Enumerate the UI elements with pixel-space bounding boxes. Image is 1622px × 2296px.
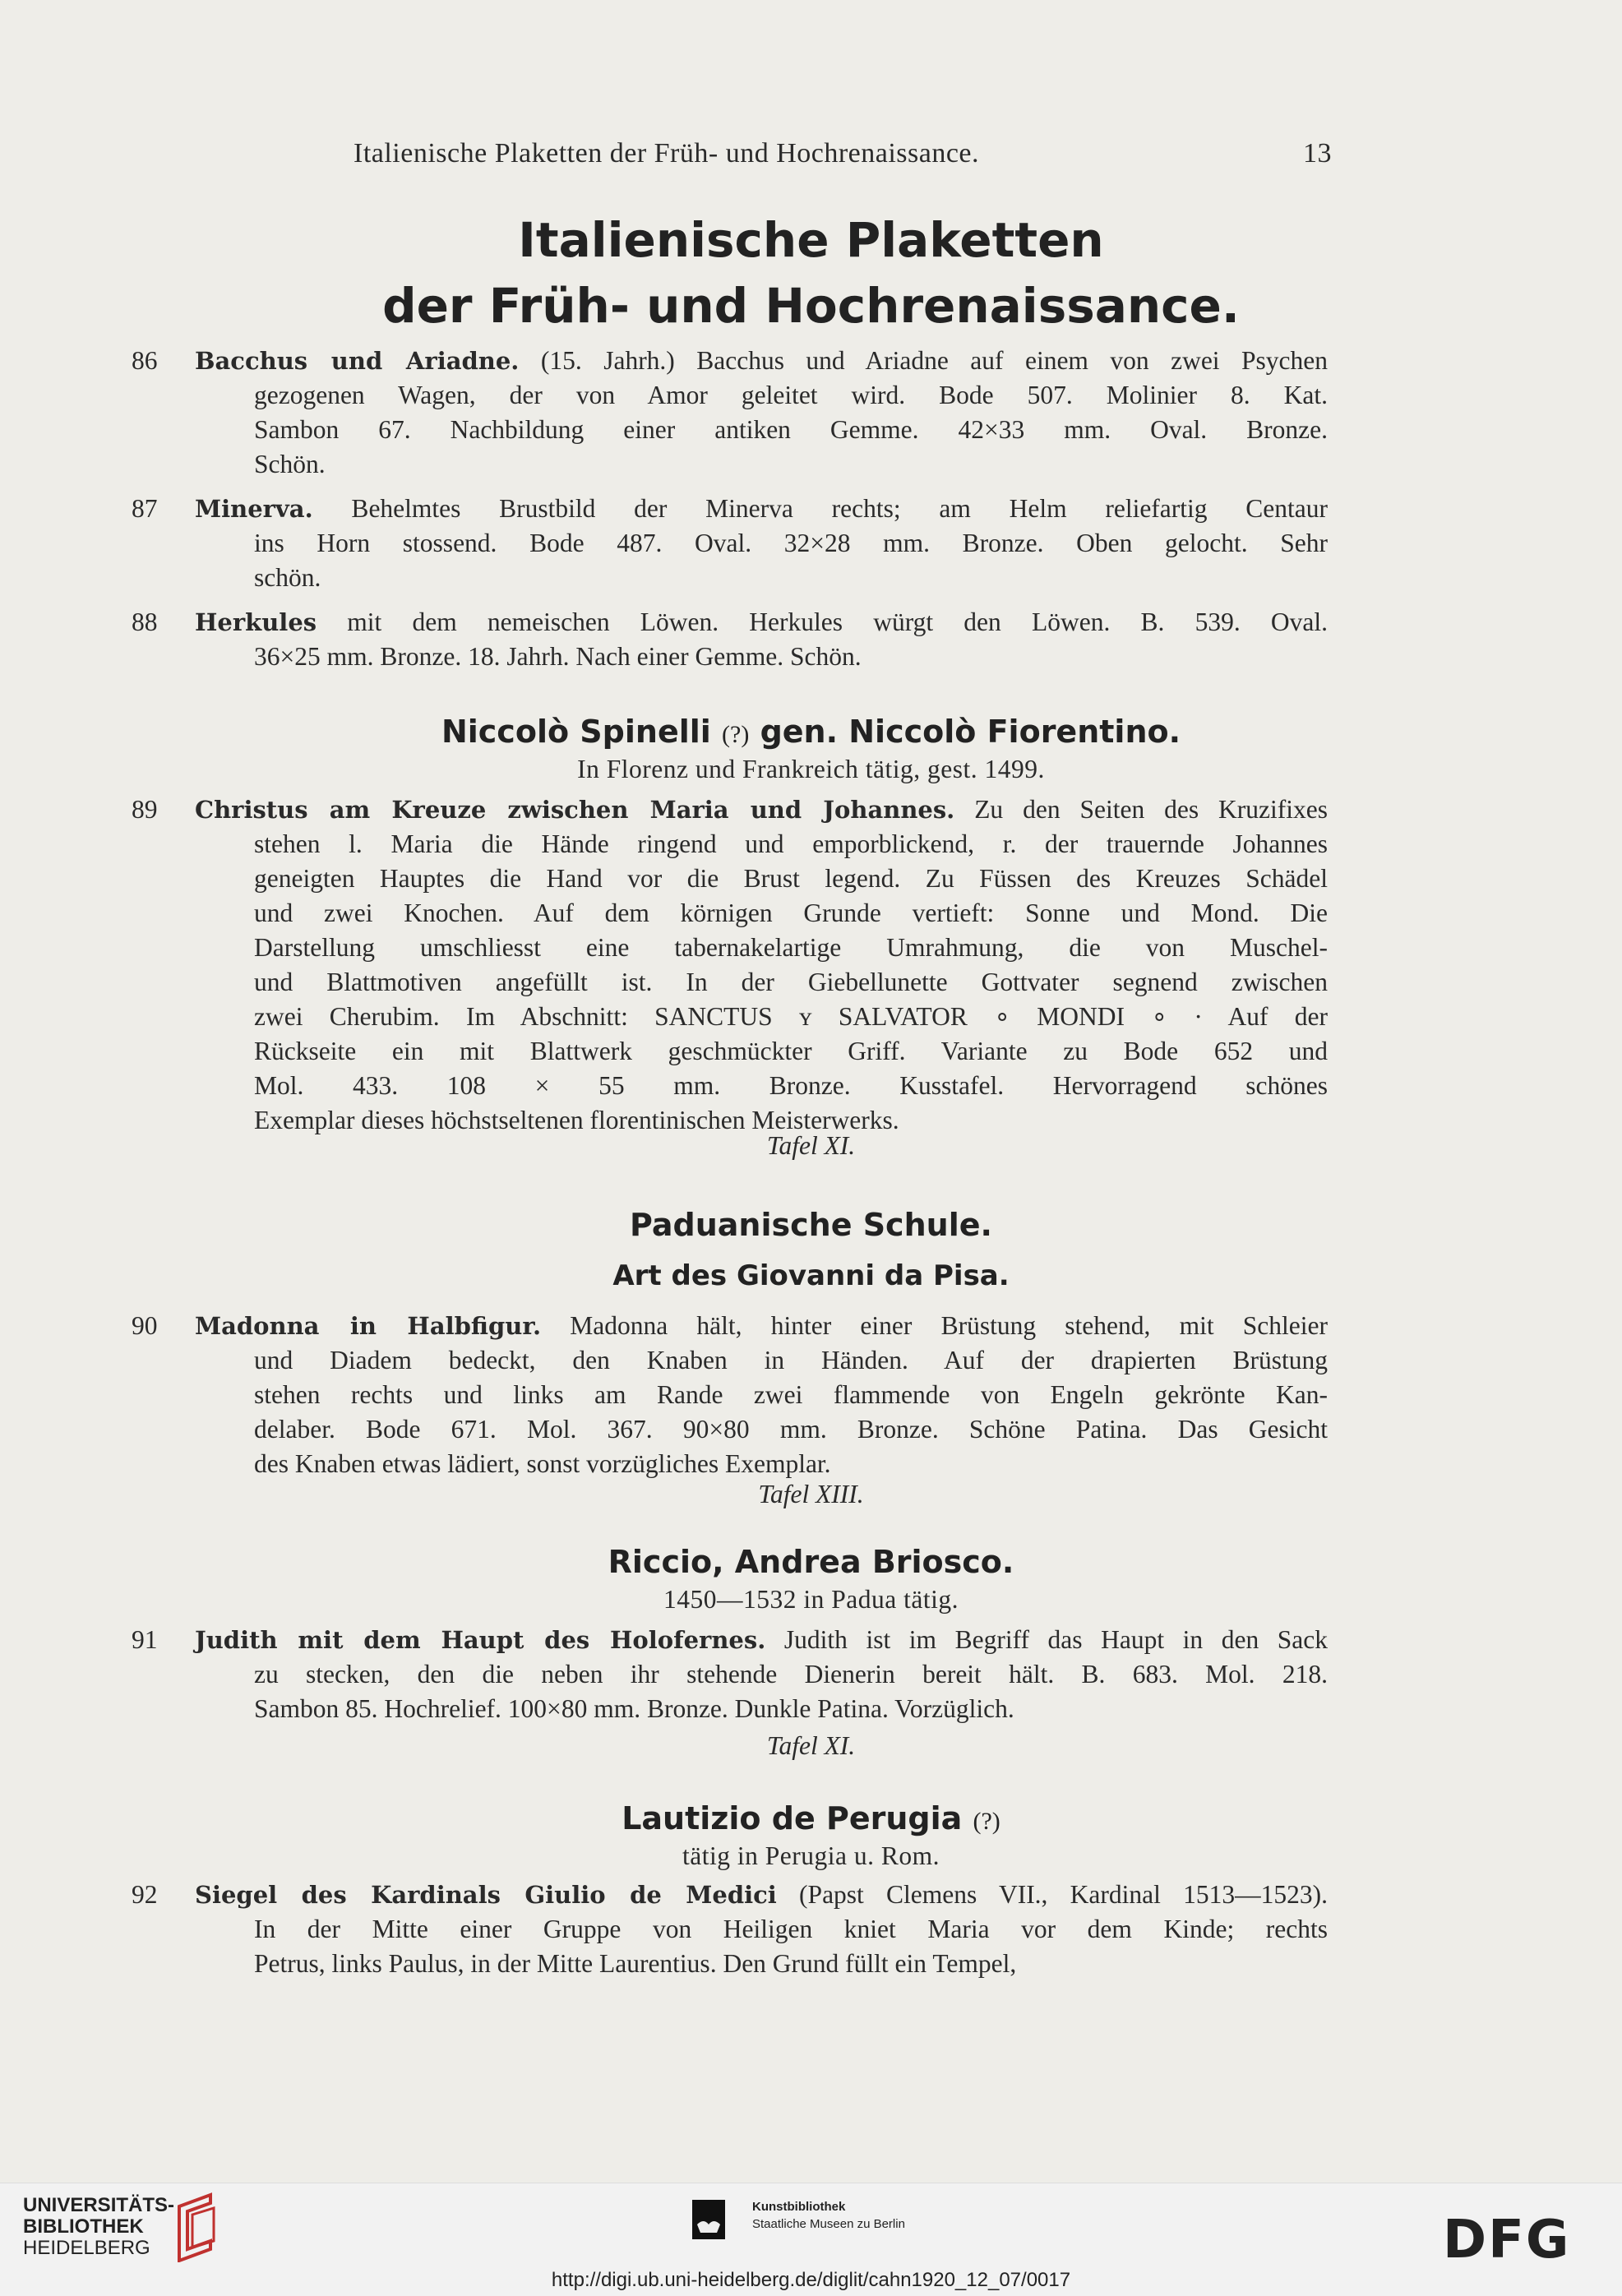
entry-number: 88 <box>132 607 158 636</box>
entry-heading: Madonna in Halbfigur. <box>195 1312 542 1340</box>
entry-line: stehen rechts und links am Rande zwei flammende von Engeln gekrönte Kan- <box>254 1380 1328 1409</box>
section-title-spinelli-query: (?) <box>722 721 750 748</box>
ub-heidelberg-logo[interactable]: UNIVERSITÄTS- BIBLIOTHEK HEIDELBERG <box>23 2194 175 2259</box>
catalog-entry-91 <box>132 1623 1328 1726</box>
entry-line: und Blattmotiven angefüllt ist. In der Giebellunette Gottvater segnend zwischen <box>254 968 1328 996</box>
entry-text <box>195 792 1328 1138</box>
section-title-lautizio: Lautizio de Perugia (?) <box>622 1800 1000 1836</box>
catalog-entry-89 <box>132 792 1328 1138</box>
section-sub-spinelli: In Florenz und Frankreich tätig, gest. 1499. <box>577 755 1045 783</box>
entry-line: delaber. Bode 671. Mol. 367. 90×80 mm. Bronze. Schöne Patina. Das Gesicht <box>254 1415 1328 1444</box>
entry-line: ins Horn stossend. Bode 487. Oval. 32×28 mm. Bronze. Oben gelocht. Sehr <box>254 529 1328 557</box>
entry-text <box>195 1878 1328 1981</box>
entry-line <box>195 605 1328 640</box>
catalog-entry-88 <box>132 605 1328 674</box>
kunstbibliothek-eagle-icon <box>692 2200 725 2239</box>
entry-line <box>195 792 1328 827</box>
kunstbibliothek-logo[interactable]: Kunstbibliothek Staatliche Museen zu Berlin <box>752 2200 905 2231</box>
plate-reference-90: Tafel XIII. <box>758 1480 864 1508</box>
entry-line: Sambon 85. Hochrelief. 100×80 mm. Bronze. Dunkle Patina. Vorzüglich. <box>254 1694 1014 1723</box>
entry-heading-rest: mit dem nemeischen Löwen. Herkules würgt den Löwen. B. 539. Oval. <box>317 607 1328 636</box>
entry-number: 87 <box>132 494 158 523</box>
entry-heading: Herkules <box>195 608 317 636</box>
entry-line: Mol. 433. 108 × 55 mm. Bronze. Kusstafel. Hervorragend schönes <box>254 1071 1328 1100</box>
entry-line <box>195 1878 1328 1912</box>
entry-line: Rückseite ein mit Blattwerk geschmückter Griff. Variante zu Bode 652 und <box>254 1037 1328 1065</box>
section-sub-padua: Art des Giovanni da Pisa. <box>612 1259 1010 1292</box>
entry-line: 36×25 mm. Bronze. 18. Jahrh. Nach einer Gemme. Schön. <box>254 642 862 671</box>
entry-heading-rest: (Papst Clemens VII., Kardinal 1513—1523). <box>776 1880 1328 1909</box>
catalog-entry-86 <box>132 344 1328 482</box>
entry-heading: Bacchus und Ariadne. <box>195 347 520 375</box>
entry-line: schön. <box>254 563 321 592</box>
entry-heading: Minerva. <box>195 495 313 523</box>
main-title <box>0 207 1622 339</box>
entry-text <box>195 492 1328 595</box>
entry-line <box>195 1309 1328 1343</box>
entry-line: zu stecken, den die neben ihr stehende Dienerin bereit hält. B. 683. Mol. 218. <box>254 1660 1328 1689</box>
entry-line: des Knaben etwas lädiert, sonst vorzügliches Exemplar. <box>254 1449 831 1478</box>
entry-heading-rest: Behelmtes Brustbild der Minerva rechts; am Helm reliefartig Centaur <box>312 494 1328 523</box>
entry-line: Sambon 67. Nachbildung einer antiken Gemme. 42×33 mm. Oval. Bronze. <box>254 415 1328 444</box>
plate-reference-91: Tafel XI. <box>766 1731 856 1760</box>
main-title-line-1: Italienische Plaketten <box>518 212 1104 268</box>
plate-reference-89: Tafel XI. <box>766 1131 856 1160</box>
section-title-riccio: Riccio, Andrea Briosco. <box>608 1544 1014 1580</box>
entry-heading: Siegel des Kardinals Giulio de Medici <box>195 1881 777 1909</box>
entry-text <box>195 344 1328 482</box>
section-title-lautizio-query: (?) <box>973 1808 1000 1835</box>
entry-heading-rest: (15. Jahrh.) Bacchus und Ariadne auf einem von zwei Psychen <box>519 346 1329 375</box>
dfg-logo[interactable]: DFG <box>1443 2210 1571 2271</box>
entry-number: 92 <box>132 1880 158 1909</box>
catalog-entry-90 <box>132 1309 1328 1481</box>
running-head-title: Italienische Plaketten der Früh- und Hochrenaissance. <box>354 138 980 169</box>
entry-line: Exemplar dieses höchstseltenen florentinischen Meisterwerks. <box>254 1106 899 1134</box>
entry-heading-rest: Judith ist im Begriff das Haupt in den Sack <box>765 1625 1328 1654</box>
entry-heading-rest: Zu den Seiten des Kruzifixes <box>954 795 1328 824</box>
entry-heading-rest: Madonna hält, hinter einer Brüstung stehend, mit Schleier <box>541 1311 1328 1340</box>
entry-line <box>195 492 1328 526</box>
entry-line: stehen l. Maria die Hände ringend und emporblickend, r. der trauernde Johannes <box>254 829 1328 858</box>
entry-line <box>195 344 1328 378</box>
section-sub-lautizio: tätig in Perugia u. Rom. <box>682 1841 940 1870</box>
entry-line: und zwei Knochen. Auf dem körnigen Grunde vertieft: Sonne und Mond. Die <box>254 899 1328 927</box>
entry-line: Petrus, links Paulus, in der Mitte Laurentius. Den Grund füllt ein Tempel, <box>254 1949 1017 1978</box>
entry-line: In der Mitte einer Gruppe von Heiligen kniet Maria vor dem Kinde; rechts <box>254 1915 1328 1943</box>
entry-line: Schön. <box>254 450 326 478</box>
entry-text <box>195 1309 1328 1481</box>
entry-line <box>195 1623 1328 1657</box>
entry-heading: Christus am Kreuze zwischen Maria und Johannes. <box>195 796 955 824</box>
entry-number: 89 <box>132 795 158 824</box>
entry-number: 90 <box>132 1311 158 1340</box>
entry-line: Darstellung umschliesst eine tabernakelartige Umrahmung, die von Muschel- <box>254 933 1328 962</box>
entry-text <box>195 605 1328 674</box>
section-sub-riccio: 1450—1532 in Padua tätig. <box>663 1585 959 1614</box>
section-title-padua: Paduanische Schule. <box>630 1207 992 1243</box>
main-title-line-2: der Früh- und Hochrenaissance. <box>382 278 1240 334</box>
section-title-spinelli: Niccolò Spinelli (?) gen. Niccolò Fiorentino. <box>441 714 1181 750</box>
catalog-entry-87 <box>132 492 1328 595</box>
entry-text <box>195 1623 1328 1726</box>
ub-heidelberg-mark-icon <box>163 2192 227 2262</box>
entry-line: gezogenen Wagen, der von Amor geleitet wird. Bode 507. Molinier 8. Kat. <box>254 381 1328 409</box>
entry-number: 91 <box>132 1625 158 1654</box>
catalog-entry-92 <box>132 1878 1328 1981</box>
permalink-url[interactable]: http://digi.ub.uni-heidelberg.de/diglit/cahn1920_12_07/0017 <box>551 2269 1071 2291</box>
entry-line: und Diadem bedeckt, den Knaben in Händen. Auf der drapierten Brüstung <box>254 1346 1328 1374</box>
entry-heading: Judith mit dem Haupt des Holofernes. <box>195 1626 766 1654</box>
page-number: 13 <box>1303 138 1332 169</box>
running-head <box>354 138 1332 169</box>
entry-line: geneigten Hauptes die Hand vor die Brust legend. Zu Füssen des Kreuzes Schädel <box>254 864 1328 893</box>
entry-number: 86 <box>132 346 158 375</box>
entry-line: zwei Cherubim. Im Abschnitt: SANCTUS ʏ SALVATOR ∘ MONDI ∘ · Auf der <box>254 1002 1328 1031</box>
